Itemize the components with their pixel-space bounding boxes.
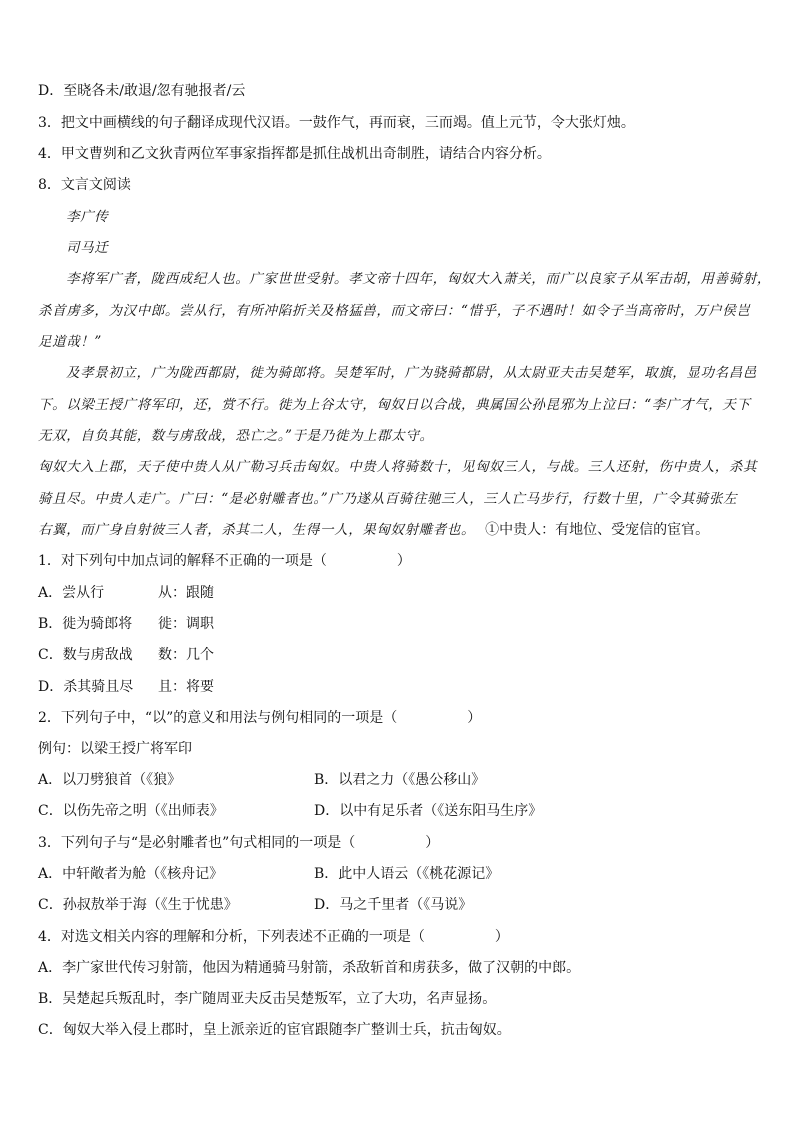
question-3-stem: 3．下列句子与“是必射雕者也”句式相同的一项是（ ） bbox=[38, 835, 440, 851]
q3-option-c[interactable]: C．孙叔敖举于海（《生于忧患》 bbox=[38, 897, 238, 913]
question-3-translate: 3．把文中画横线的句子翻译成现代汉语。一鼓作气，再而衰，三而竭。值上元节，令大张灯烛。 bbox=[38, 115, 635, 131]
passage-line: 杀首虏多，为汉中郎。尝从行，有所冲陷折关及格猛兽，而文帝曰：“惜乎，子不遇时！如令子当高帝时，万户侯岂 bbox=[38, 303, 751, 319]
passage-line: 无双，自负其能，数与虏敌战，恐亡之。”于是乃徙为上郡太守。 bbox=[38, 428, 434, 444]
q3-option-a[interactable]: A．中轩敞者为舱（《核舟记》 bbox=[38, 866, 224, 882]
question-4-analysis: 4．甲文曹刿和乙文狄青两位军事家指挥都是抓住战机出奇制胜，请结合内容分析。 bbox=[38, 146, 551, 162]
q2-example: 例句：以梁王授广将军印 bbox=[38, 741, 192, 757]
q4-option-c[interactable]: C．匈奴大举入侵上郡时，皇上派亲近的宦官跟随李广整训士兵，抗击匈奴。 bbox=[38, 1022, 511, 1038]
q1-option-a[interactable]: A．尝从行 从：跟随 bbox=[38, 585, 214, 601]
passage-line: 匈奴大入上郡，天子使中贵人从广勒习兵击匈奴。中贵人将骑数十，见匈奴三人，与战。三人还射，伤中贵人，杀其 bbox=[38, 459, 758, 475]
q4-option-b[interactable]: B．吴楚起兵叛乱时，李广随周亚夫反击吴楚叛军，立了大功，名声显扬。 bbox=[38, 991, 497, 1007]
option-d-previous: D．至晓各未/敢退/忽有驰报者/云 bbox=[38, 83, 246, 99]
passage-line: 及孝景初立，广为陇西都尉，徙为骑郎将。吴楚军时，广为骁骑都尉，从太尉亚夫击吴楚军，取旗，显功名昌邑 bbox=[66, 365, 757, 381]
q2-option-a[interactable]: A．以刀劈狼首（《狼》 bbox=[38, 772, 182, 788]
passage-line: 下。以梁王授广将军印，还，赏不行。徙为上谷太守，匈奴日以合战，典属国公孙昆邪为上泣曰：“李广才气，天下 bbox=[38, 397, 751, 413]
q4-option-a[interactable]: A．李广家世代传习射箭，他因为精通骑马射箭，杀敌斩首和虏获多，做了汉朝的中郎。 bbox=[38, 960, 581, 976]
q3-option-b[interactable]: B．此中人语云（《桃花源记》 bbox=[314, 866, 500, 882]
question-4-stem: 4．对选文相关内容的理解和分析，下列表述不正确的一项是（ ） bbox=[38, 929, 509, 945]
q2-option-b[interactable]: B．以君之力（《愚公移山》 bbox=[314, 772, 486, 788]
q2-option-c[interactable]: C．以伤先帝之明（《出师表》 bbox=[38, 803, 224, 819]
question-2-stem: 2．下列句子中，“以”的意义和用法与例句相同的一项是（ ） bbox=[38, 710, 482, 726]
section-heading: 8．文言文阅读 bbox=[38, 177, 131, 193]
q1-option-c[interactable]: C．数与虏敌战 数：几个 bbox=[38, 647, 214, 663]
passage-author: 司马迁 bbox=[66, 240, 109, 256]
passage-line: 李将军广者，陇西成纪人也。广家世世受射。孝文帝十四年，匈奴大入萧关，而广以良家子从军击胡，用善骑射， bbox=[66, 271, 771, 287]
passage-title: 李广传 bbox=[66, 209, 109, 225]
passage-text: 右翼，而广身自射彼三人者，杀其二人，生得一人，果匈奴射雕者也。 bbox=[38, 522, 476, 538]
q1-option-b[interactable]: B．徙为骑郎将 徙：调职 bbox=[38, 616, 214, 632]
q2-options-row-1 bbox=[38, 771, 181, 789]
question-1-stem: 1．对下列句中加点词的解释不正确的一项是（ ） bbox=[38, 553, 411, 569]
footnote: ①中贵人：有地位、受宠信的宦官。 bbox=[485, 522, 710, 538]
passage-line: 足道哉！” bbox=[38, 334, 102, 350]
passage-line: 骑且尽。中贵人走广。广曰：“是必射雕者也。”广乃遂从百骑往驰三人，三人亡马步行，行数十里，广令其骑张左 bbox=[38, 491, 738, 507]
passage-line-with-note bbox=[38, 521, 709, 539]
q3-option-d[interactable]: D．马之千里者（《马说》 bbox=[314, 897, 473, 913]
q1-option-d[interactable]: D．杀其骑且尽 且：将要 bbox=[38, 679, 214, 695]
q2-option-d[interactable]: D．以中有足乐者（《送东阳马生序》 bbox=[314, 803, 543, 819]
